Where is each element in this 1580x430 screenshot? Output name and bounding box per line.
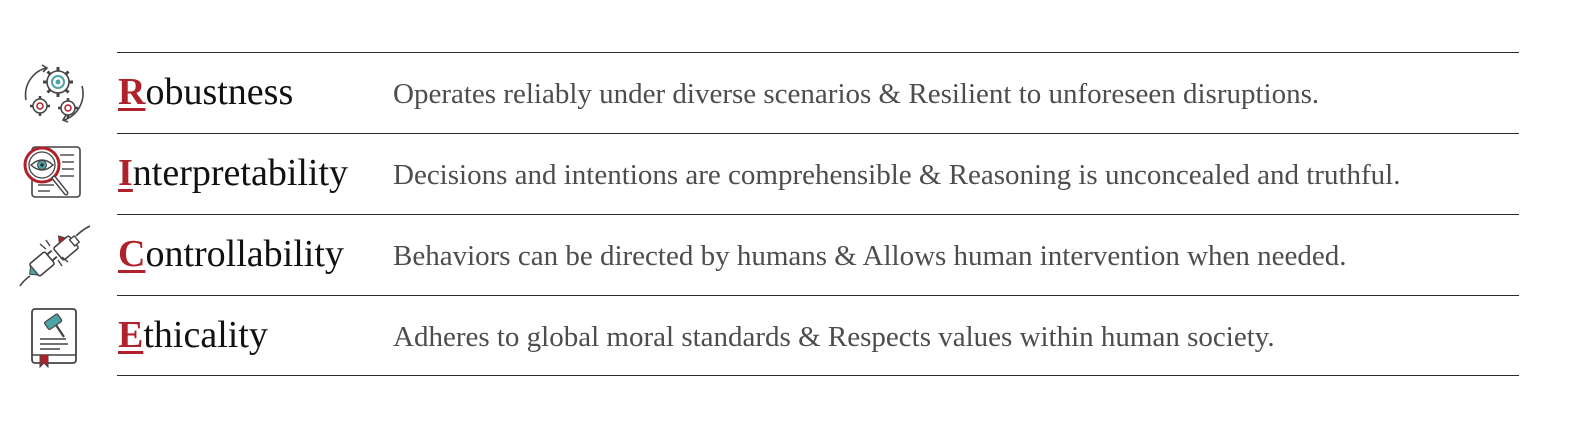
principle-term-rest: nterpretability bbox=[132, 152, 349, 194]
principle-description: Operates reliably under diverse scenarios & Resilient to unforeseen disruptions. bbox=[393, 78, 1320, 110]
principle-description: Adheres to global moral standards & Respects values within human society. bbox=[393, 321, 1275, 353]
principle-initial: I bbox=[118, 152, 133, 194]
magnifier-eye-document-icon bbox=[16, 141, 92, 207]
principle-term-rest: ontrollability bbox=[145, 233, 344, 275]
principle-description: Decisions and intentions are comprehensible & Reasoning is unconcealed and truthful. bbox=[393, 159, 1401, 191]
principle-row-robustness bbox=[0, 52, 1580, 133]
law-book-gavel-icon bbox=[16, 303, 92, 369]
principle-term-rest: thicality bbox=[143, 314, 268, 356]
principle-row-ethicality bbox=[0, 295, 1580, 376]
principle-row-interpretability bbox=[0, 133, 1580, 214]
principle-initial: R bbox=[118, 71, 146, 113]
gears-cycle-icon bbox=[16, 60, 92, 126]
principle-initial: E bbox=[118, 314, 144, 356]
principle-term bbox=[118, 151, 348, 195]
principle-term bbox=[118, 232, 344, 276]
principle-initial: C bbox=[118, 233, 146, 275]
principle-term bbox=[118, 70, 293, 114]
principle-description: Behaviors can be directed by humans & Allows human intervention when needed. bbox=[393, 240, 1347, 272]
principle-term bbox=[118, 313, 268, 357]
principle-term-rest: obustness bbox=[145, 71, 294, 113]
principle-row-controllability bbox=[0, 214, 1580, 295]
plug-connect-icon bbox=[16, 222, 92, 288]
